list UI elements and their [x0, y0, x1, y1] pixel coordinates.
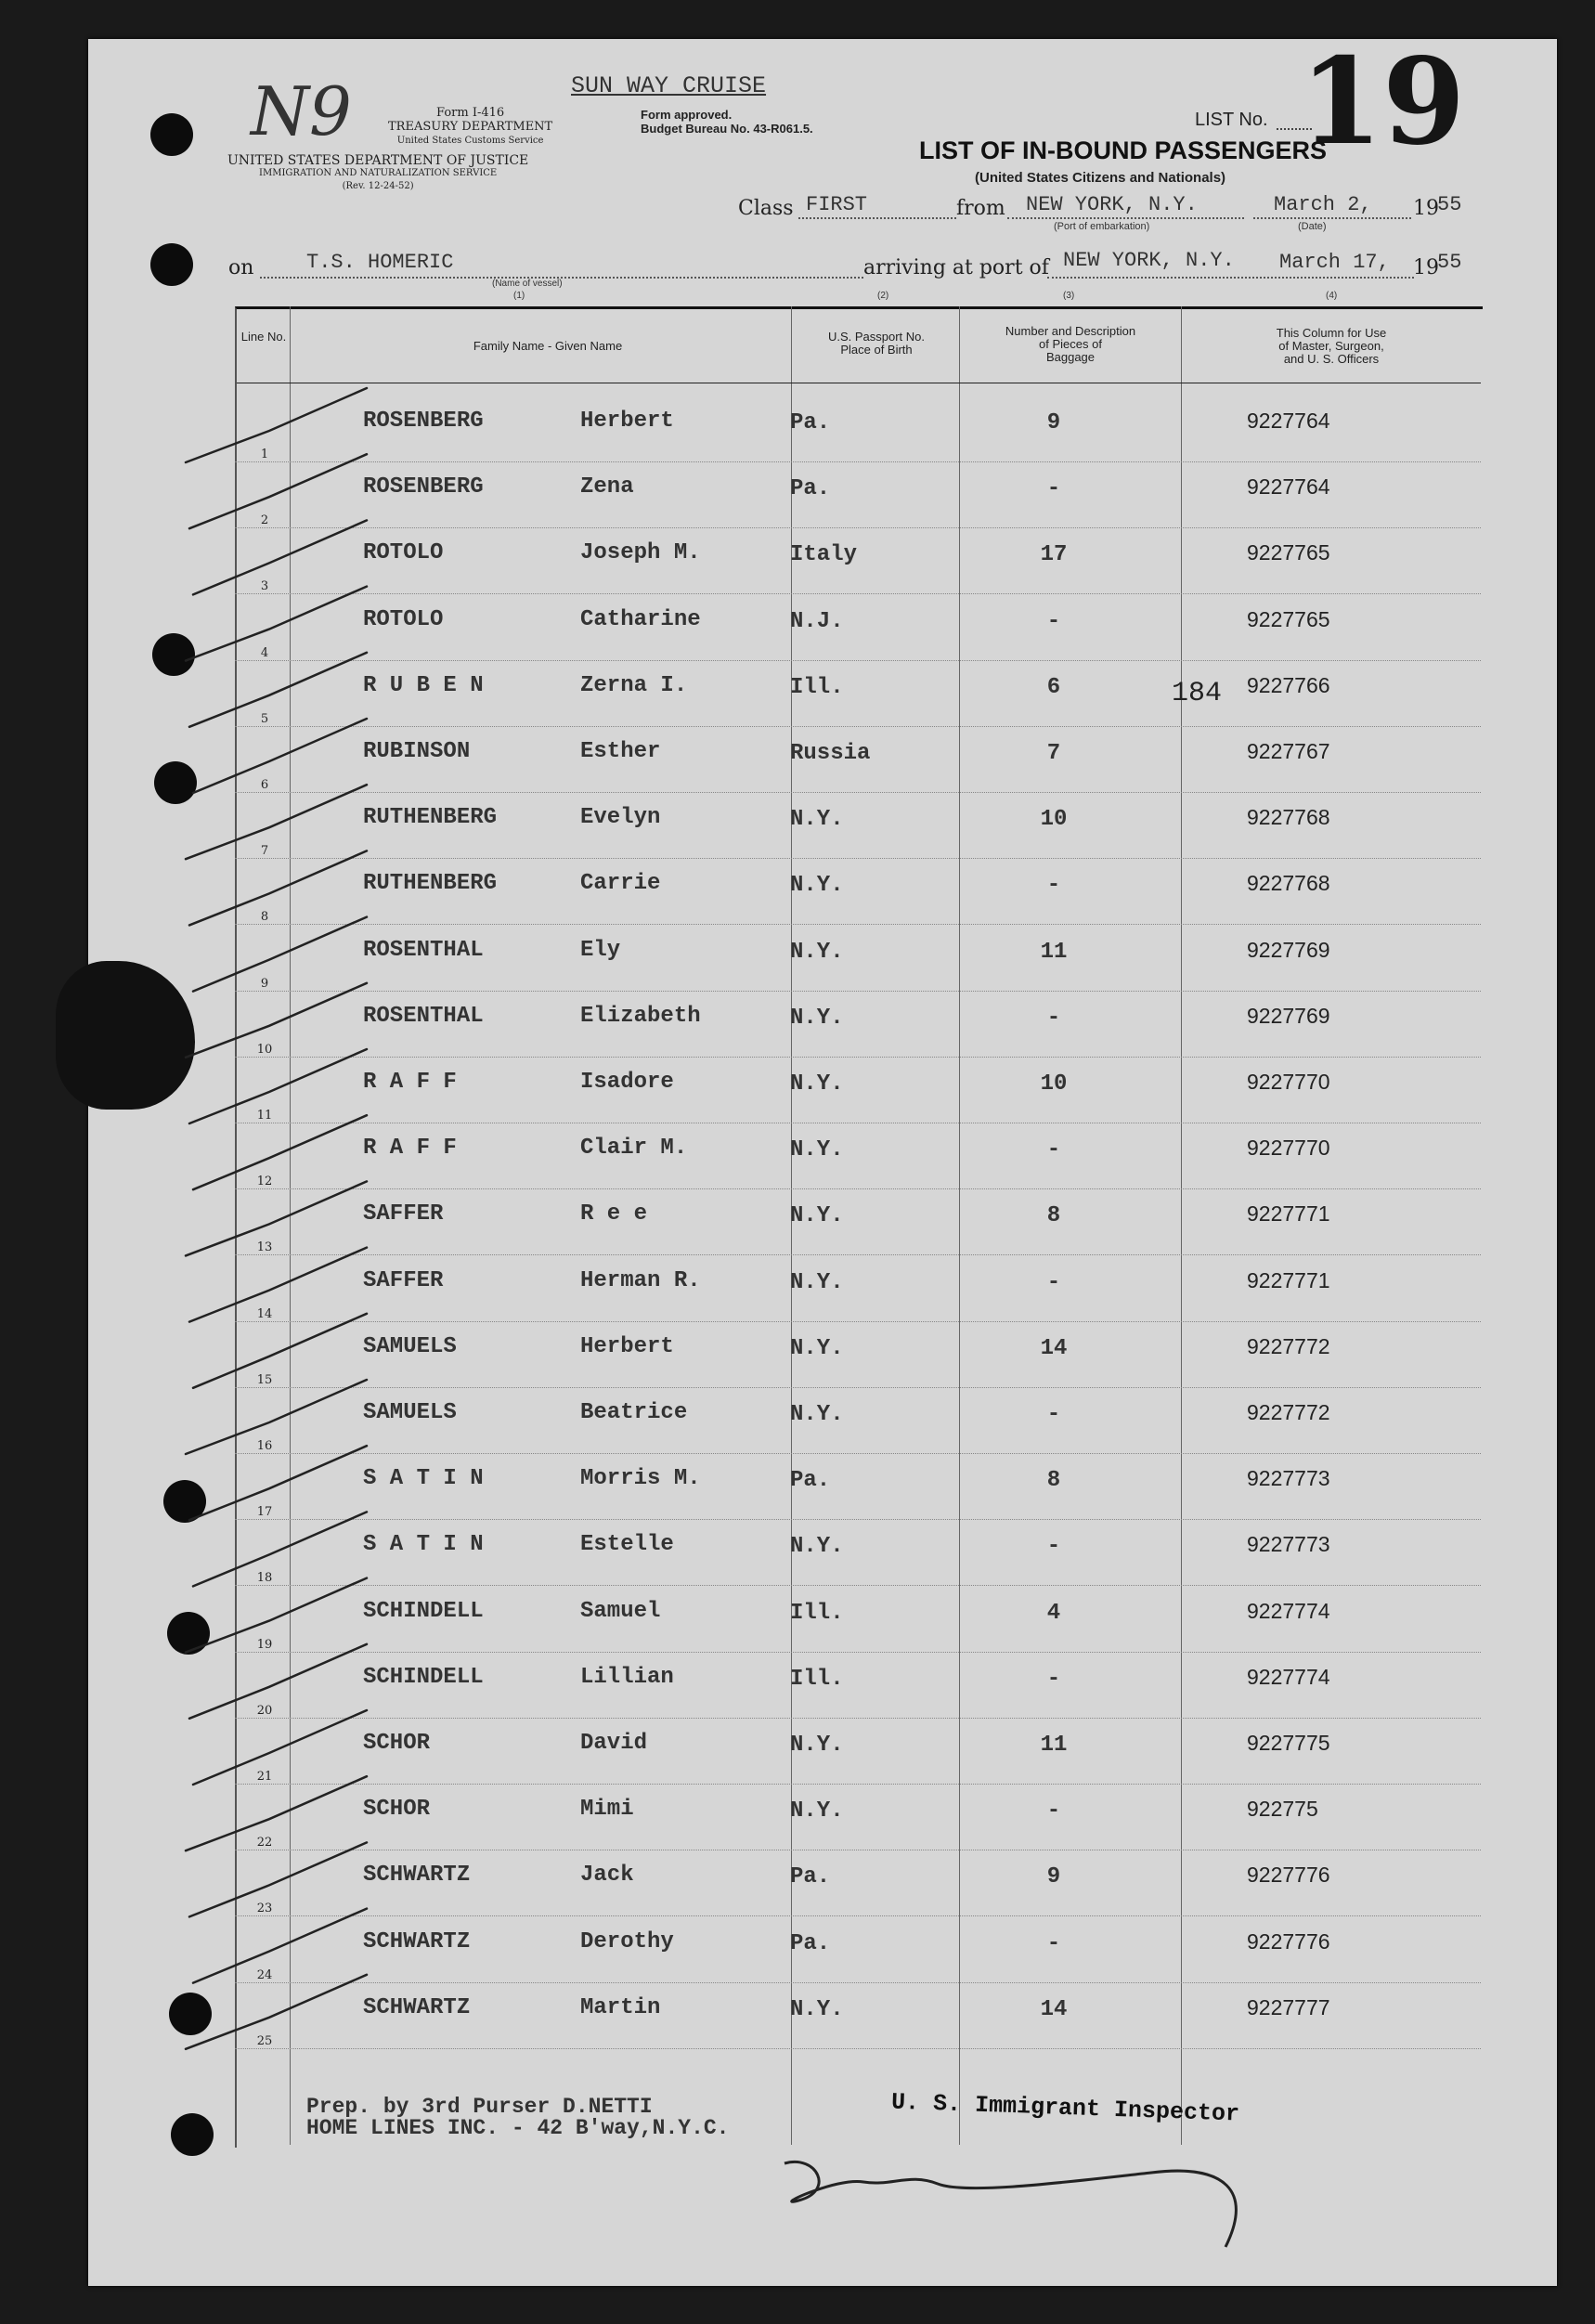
place-of-birth: N.Y. — [790, 1996, 844, 2022]
line-number: 19 — [256, 1637, 273, 1652]
checkmark — [193, 1512, 367, 1586]
checkmark — [193, 917, 367, 992]
family-name: ROSENBERG — [363, 409, 484, 434]
baggage-count: 8 — [1046, 1468, 1061, 1494]
officer-number: 9227773 — [1247, 1532, 1330, 1557]
family-name: RUTHENBERG — [363, 805, 498, 831]
place-of-birth: N.Y. — [790, 1335, 844, 1361]
given-name: Jack — [580, 1863, 634, 1889]
family-name: SAMUELS — [363, 1400, 457, 1425]
year-prefix: 19 — [1413, 197, 1439, 220]
family-name: SCHWARTZ — [363, 1994, 471, 2020]
place-of-birth: N.Y. — [790, 1071, 844, 1097]
baggage-count: - — [1046, 608, 1061, 634]
given-name: Isadore — [580, 1070, 674, 1095]
line-number: 10 — [256, 1042, 273, 1057]
officer-number: 9227770 — [1247, 1136, 1330, 1161]
baggage-count: 8 — [1046, 1203, 1061, 1229]
line-number: 22 — [256, 1836, 273, 1850]
given-name: Esther — [580, 739, 661, 764]
form-approved: Form approved. — [641, 108, 733, 122]
header-officers-line2: of Master, Surgeon, — [1278, 339, 1384, 353]
officer-number: 9227774 — [1247, 1664, 1330, 1689]
family-name: SCHOR — [363, 1731, 431, 1756]
checkmark — [189, 850, 367, 925]
given-name: Samuel — [580, 1598, 661, 1624]
checkmark — [186, 1181, 367, 1255]
checkmark — [186, 587, 367, 661]
page-title: LIST OF IN-BOUND PASSENGERS — [919, 136, 1328, 164]
family-name: SCHWARTZ — [363, 1928, 471, 1954]
family-name: RUTHENBERG — [363, 871, 498, 897]
baggage-count: - — [1046, 476, 1061, 502]
family-name: SAMUELS — [363, 1333, 457, 1359]
place-of-birth: Pa. — [790, 1864, 831, 1890]
place-of-birth: Pa. — [790, 1468, 831, 1494]
place-of-birth: N.Y. — [790, 1137, 844, 1163]
checkmark — [189, 1446, 367, 1520]
given-name: Morris M. — [580, 1466, 701, 1492]
treasury-dept: TREASURY DEPARTMENT — [388, 120, 553, 134]
officer-number: 9227765 — [1247, 540, 1330, 565]
line-number: 20 — [256, 1703, 273, 1718]
officer-number: 9227776 — [1247, 1863, 1330, 1888]
given-name: Beatrice — [580, 1400, 688, 1425]
header-name: Family Name - Given Name — [473, 339, 623, 353]
checkmark — [193, 520, 367, 594]
checkmark — [193, 1115, 367, 1189]
line-number: 15 — [256, 1372, 273, 1387]
family-name: ROSENBERG — [363, 474, 484, 500]
given-name: Herbert — [580, 409, 674, 434]
checkmark — [189, 1842, 367, 1916]
from-label: from — [956, 197, 1005, 220]
col-1-caption: (1) — [513, 291, 525, 301]
line-number: 25 — [256, 2033, 273, 2048]
officer-number: 9227769 — [1247, 937, 1330, 962]
header-line-no: Line No. — [240, 330, 287, 344]
line-number: 12 — [256, 1175, 273, 1189]
baggage-count: - — [1046, 1269, 1061, 1295]
family-name: SCHINDELL — [363, 1598, 484, 1624]
form-number: Form I-416 — [436, 106, 505, 120]
departure-year: 55 — [1437, 193, 1462, 216]
place-of-birth: Pa. — [790, 1930, 831, 1956]
family-name: R A F F — [363, 1070, 457, 1095]
line-number: 5 — [260, 711, 269, 726]
baggage-count: 10 — [1040, 807, 1068, 833]
family-name: RUBINSON — [363, 739, 471, 764]
embarkation-port: NEW YORK, N.Y. — [1026, 193, 1198, 216]
officer-number: 9227768 — [1247, 805, 1330, 830]
line-number: 7 — [260, 844, 269, 859]
on-label: on — [228, 256, 254, 279]
place-of-birth: N.Y. — [790, 1733, 844, 1758]
revision: (Rev. 12-24-52) — [342, 181, 414, 191]
checkmark — [186, 785, 367, 859]
checkmark — [193, 1314, 367, 1388]
baggage-count: 9 — [1046, 410, 1061, 435]
header-baggage-line2: of Pieces of — [1039, 337, 1102, 351]
baggage-count: 10 — [1040, 1071, 1068, 1097]
baggage-count: - — [1046, 1666, 1061, 1692]
header-baggage-line3: Baggage — [1045, 350, 1096, 364]
line-number: 11 — [256, 1109, 273, 1123]
officer-number: 9227765 — [1247, 606, 1330, 631]
family-name: S A T I N — [363, 1532, 484, 1558]
header-officers-line1: This Column for Use — [1276, 326, 1387, 340]
header-passport-line2: Place of Birth — [840, 343, 913, 357]
col-2-caption: (2) — [877, 291, 889, 301]
family-name: R U B E N — [363, 672, 484, 698]
line-number: 4 — [260, 645, 269, 660]
line-number: 2 — [260, 513, 269, 528]
handwritten-mark: N9 — [251, 72, 352, 150]
baggage-count: 17 — [1040, 542, 1068, 568]
officer-number: 922775 — [1247, 1797, 1318, 1822]
baggage-count: 6 — [1046, 674, 1061, 700]
baggage-count: - — [1046, 1402, 1061, 1427]
year-prefix-arrival: 19 — [1413, 256, 1439, 279]
arrival-date: March 17, — [1279, 251, 1390, 274]
checkmark — [189, 1049, 367, 1123]
line-number: 14 — [256, 1306, 273, 1321]
given-name: R e e — [580, 1201, 648, 1227]
officer-number: 9227773 — [1247, 1466, 1330, 1491]
given-name: Catharine — [580, 606, 701, 632]
line-number: 1 — [260, 448, 269, 461]
given-name: Ely — [580, 937, 621, 963]
place-of-birth: Ill. — [790, 1666, 844, 1692]
baggage-count: 14 — [1040, 1335, 1068, 1361]
justice-dept: UNITED STATES DEPARTMENT OF JUSTICE — [227, 153, 529, 168]
margin-annotation: 184 — [1172, 678, 1223, 709]
header-baggage-line1: Number and Description — [1005, 324, 1136, 338]
line-number: 24 — [256, 1967, 273, 1982]
given-name: Elizabeth — [580, 1003, 701, 1029]
checkmark — [193, 1710, 367, 1785]
family-name: ROTOLO — [363, 540, 444, 566]
col-3-caption: (3) — [1063, 291, 1075, 301]
page-subtitle: (United States Citizens and Nationals) — [975, 170, 1226, 186]
officer-number: 9227770 — [1247, 1070, 1330, 1094]
signature — [785, 2162, 1236, 2247]
baggage-count: 7 — [1046, 741, 1061, 766]
baggage-count: 11 — [1040, 939, 1068, 965]
given-name: Carrie — [580, 871, 661, 897]
officer-number: 9227764 — [1247, 409, 1330, 433]
date-caption: (Date) — [1298, 221, 1327, 232]
place-of-birth: N.Y. — [790, 1798, 844, 1824]
line-number: 16 — [256, 1439, 273, 1453]
vessel-name: T.S. HOMERIC — [306, 251, 454, 274]
baggage-count: 4 — [1046, 1600, 1061, 1626]
line-number: 18 — [256, 1571, 273, 1586]
family-name: S A T I N — [363, 1466, 484, 1492]
given-name: Herman R. — [580, 1267, 701, 1293]
family-name: SCHINDELL — [363, 1664, 484, 1690]
officer-number: 9227771 — [1247, 1267, 1330, 1292]
family-name: SCHWARTZ — [363, 1863, 471, 1889]
line-number: 13 — [256, 1240, 273, 1255]
header-officers-line3: and U. S. Officers — [1283, 352, 1380, 366]
given-name: Derothy — [580, 1928, 674, 1954]
officer-number: 9227767 — [1247, 739, 1330, 763]
checkmark — [186, 1975, 367, 2049]
checkmark — [193, 719, 367, 793]
given-name: Clair M. — [580, 1136, 688, 1162]
officer-number: 9227771 — [1247, 1201, 1330, 1227]
arrival-year: 55 — [1437, 251, 1462, 274]
checkmark — [193, 1909, 367, 1983]
place-of-birth: N.Y. — [790, 1402, 844, 1427]
line-number: 9 — [260, 976, 269, 991]
given-name: Zerna I. — [580, 672, 688, 698]
family-name: ROSENTHAL — [363, 937, 484, 963]
baggage-count: - — [1046, 873, 1061, 899]
checkmark — [186, 983, 367, 1058]
place-of-birth: N.Y. — [790, 1534, 844, 1560]
officer-number: 9227775 — [1247, 1731, 1330, 1755]
officer-number: 9227776 — [1247, 1928, 1330, 1954]
family-name: SCHOR — [363, 1797, 431, 1823]
family-name: SAFFER — [363, 1267, 444, 1293]
given-name: Zena — [580, 474, 634, 500]
given-name: Lillian — [580, 1664, 674, 1690]
header-passport-line1: U.S. Passport No. — [827, 330, 926, 344]
given-name: Herbert — [580, 1333, 674, 1359]
baggage-count: 9 — [1046, 1864, 1061, 1890]
prepared-by: Prep. by 3rd Purser D.NETTI — [306, 2095, 653, 2119]
officer-number: 9227772 — [1247, 1333, 1330, 1358]
arrival-port: NEW YORK, N.Y. — [1063, 249, 1235, 272]
baggage-count: - — [1046, 1137, 1061, 1163]
line-number: 6 — [260, 778, 269, 792]
checkmark — [189, 1644, 367, 1719]
place-of-birth: N.Y. — [790, 873, 844, 899]
line-number: 17 — [256, 1505, 273, 1520]
place-of-birth: Italy — [790, 542, 858, 568]
officer-number: 9227769 — [1247, 1003, 1330, 1028]
given-name: David — [580, 1731, 648, 1756]
col-4-caption: (4) — [1326, 291, 1338, 301]
line-number: 3 — [260, 579, 269, 594]
class-value: FIRST — [806, 193, 868, 216]
ins-service: IMMIGRATION AND NATURALIZATION SERVICE — [259, 168, 498, 178]
officer-number: 9227774 — [1247, 1598, 1330, 1623]
line-number: 8 — [260, 910, 269, 925]
place-of-birth: N.Y. — [790, 1269, 844, 1295]
port-caption: (Port of embarkation) — [1054, 221, 1150, 232]
officer-number: 9227766 — [1247, 672, 1330, 697]
given-name: Mimi — [580, 1797, 634, 1823]
place-of-birth: Pa. — [790, 476, 831, 502]
officer-number: 9227772 — [1247, 1400, 1330, 1424]
officer-number: 9227764 — [1247, 474, 1330, 500]
place-of-birth: Ill. — [790, 674, 844, 700]
checkmark — [189, 1248, 367, 1322]
list-number: 19 — [1300, 32, 1466, 172]
baggage-count: - — [1046, 1534, 1061, 1560]
place-of-birth: N.Y. — [790, 939, 844, 965]
arriving-label: arriving at port of — [863, 256, 1049, 279]
officer-number: 9227777 — [1247, 1994, 1330, 2019]
family-name: ROSENTHAL — [363, 1003, 484, 1029]
given-name: Joseph M. — [580, 540, 701, 566]
place-of-birth: N.J. — [790, 608, 844, 634]
customs-service: United States Customs Service — [396, 136, 544, 146]
class-label: Class — [738, 197, 794, 220]
officer-number: 9227768 — [1247, 871, 1330, 896]
departure-date: March 2, — [1274, 193, 1372, 216]
given-name: Martin — [580, 1994, 661, 2020]
family-name: ROTOLO — [363, 606, 444, 632]
baggage-count: - — [1046, 1005, 1061, 1031]
place-of-birth: Ill. — [790, 1600, 844, 1626]
line-number: 21 — [256, 1770, 273, 1784]
place-of-birth: N.Y. — [790, 1203, 844, 1229]
budget-bureau: Budget Bureau No. 43-R061.5. — [641, 122, 813, 136]
checkmark — [186, 1578, 367, 1653]
place-of-birth: Russia — [790, 741, 871, 766]
place-of-birth: Pa. — [790, 410, 831, 435]
family-name: SAFFER — [363, 1201, 444, 1227]
place-of-birth: N.Y. — [790, 1005, 844, 1031]
baggage-count: - — [1046, 1798, 1061, 1824]
checkmark — [186, 388, 367, 462]
family-name: R A F F — [363, 1136, 457, 1162]
list-no-label: LIST No. — [1195, 110, 1268, 130]
checkmark — [186, 1776, 367, 1850]
place-of-birth: N.Y. — [790, 807, 844, 833]
vessel-caption: (Name of vessel) — [492, 279, 563, 289]
line-number: 23 — [256, 1902, 273, 1916]
cruise-stamp: SUN WAY CRUISE — [571, 72, 767, 99]
company: HOME LINES INC. - 42 B'way,N.Y.C. — [306, 2116, 730, 2140]
given-name: Estelle — [580, 1532, 674, 1558]
checkmark — [186, 1380, 367, 1454]
checkmark — [189, 454, 367, 528]
baggage-count: - — [1046, 1930, 1061, 1956]
given-name: Evelyn — [580, 805, 661, 831]
checkmark — [189, 653, 367, 727]
inspector-stamp: U. S. Immigrant Inspector — [890, 2088, 1240, 2128]
baggage-count: 11 — [1040, 1733, 1068, 1758]
baggage-count: 14 — [1040, 1996, 1068, 2022]
